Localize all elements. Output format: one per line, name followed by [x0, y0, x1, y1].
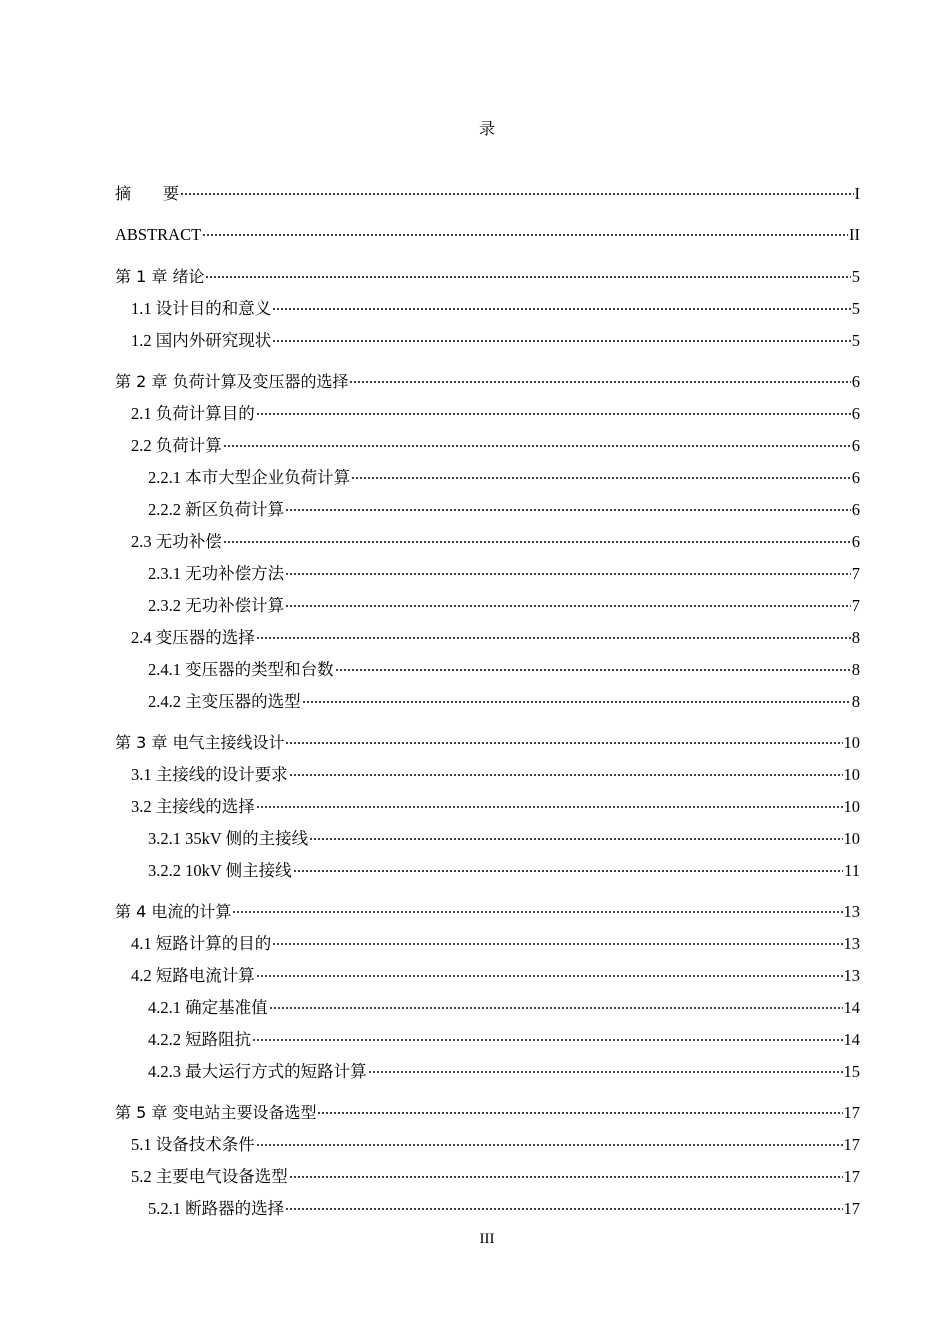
toc-entry-title: 2.4 变压器的选择 — [131, 628, 255, 647]
toc-entry-title: 1.2 国内外研究现状 — [131, 331, 272, 350]
toc-entry-page: 17 — [843, 1167, 860, 1186]
toc-entry-subsection-2-2-1[interactable] — [115, 466, 860, 490]
toc-entry-title: 5.2.1 断路器的选择 — [148, 1199, 285, 1218]
dot-leader — [256, 413, 851, 415]
toc-entry-section-1-2[interactable] — [115, 329, 860, 353]
dot-leader — [285, 605, 851, 607]
toc-entry-abstract-en[interactable] — [115, 223, 860, 247]
toc-entry-title: 2.3.2 无功补偿计算 — [148, 596, 285, 615]
toc-entry-page: 7 — [851, 596, 860, 615]
toc-entry-page: 6 — [851, 436, 860, 455]
toc-entry-subsection-4-2-1[interactable] — [115, 996, 860, 1020]
toc-entry-chapter-2[interactable] — [115, 370, 860, 394]
toc-entry-page: II — [849, 225, 860, 244]
toc-entry-page: 10 — [843, 733, 860, 752]
dot-leader — [256, 637, 851, 639]
toc-entry-title: 2.2.2 新区负荷计算 — [148, 500, 285, 519]
toc-entry-section-2-3[interactable] — [115, 530, 860, 554]
toc-entry-page: 5 — [851, 331, 860, 350]
toc-entry-title: 3.2.1 35kV 侧的主接线 — [148, 829, 309, 848]
dot-leader — [205, 276, 850, 278]
dot-leader — [351, 477, 851, 479]
toc-entry-subsection-2-2-2[interactable] — [115, 498, 860, 522]
toc-entry-page: 17 — [843, 1103, 860, 1122]
toc-entry-section-1-1[interactable] — [115, 297, 860, 321]
toc-entry-page: 13 — [843, 966, 860, 985]
toc-entry-title: 2.1 负荷计算目的 — [131, 404, 255, 423]
dot-leader — [272, 340, 851, 342]
toc-entry-section-2-4[interactable] — [115, 626, 860, 650]
toc-entry-subsection-2-3-1[interactable] — [115, 562, 860, 586]
toc-entry-title: 2.2.1 本市大型企业负荷计算 — [148, 468, 351, 487]
toc-entry-page: 6 — [851, 500, 860, 519]
dot-leader — [309, 838, 842, 840]
dot-leader — [285, 573, 851, 575]
toc-entry-title: 第 3 章 电气主接线设计 — [115, 733, 285, 752]
dot-leader — [180, 193, 853, 195]
dot-leader — [289, 1176, 843, 1178]
dot-leader — [252, 1039, 842, 1041]
toc-entry-title: 3.2 主接线的选择 — [131, 797, 255, 816]
toc-entry-chapter-1[interactable] — [115, 265, 860, 289]
dot-leader — [256, 975, 843, 977]
toc-entry-page: 10 — [843, 797, 860, 816]
toc-entry-title: 4.2.1 确定基准值 — [148, 998, 268, 1017]
toc-entry-page: 11 — [844, 861, 860, 880]
dot-leader — [223, 445, 851, 447]
toc-entry-page: 15 — [843, 1062, 860, 1081]
toc-entry-section-4-2[interactable] — [115, 964, 860, 988]
toc-entry-page: 17 — [843, 1199, 860, 1218]
toc-entry-section-2-1[interactable] — [115, 402, 860, 426]
dot-leader — [289, 774, 843, 776]
toc-entry-subsection-3-2-1[interactable] — [115, 827, 860, 851]
toc-entry-chapter-5[interactable] — [115, 1101, 860, 1125]
toc-entry-title: 2.4.2 主变压器的选型 — [148, 692, 301, 711]
toc-entry-page: 6 — [851, 404, 860, 423]
toc-entry-page: 14 — [843, 998, 860, 1017]
toc-entry-title: 3.2.2 10kV 侧主接线 — [148, 861, 292, 880]
toc-entry-title: 2.2 负荷计算 — [131, 436, 222, 455]
toc-entry-title: 2.3 无功补偿 — [131, 532, 222, 551]
toc-entry-chapter-4[interactable] — [115, 900, 860, 924]
dot-leader — [368, 1071, 843, 1073]
dot-leader — [285, 1208, 842, 1210]
dot-leader — [293, 870, 843, 872]
toc-entry-abstract-cn[interactable] — [115, 182, 860, 206]
toc-entry-subsection-3-2-2[interactable] — [115, 859, 860, 883]
toc-entry-page: 10 — [843, 765, 860, 784]
toc-entry-page: 5 — [851, 299, 860, 318]
toc-entry-title: 4.2 短路电流计算 — [131, 966, 255, 985]
toc-entry-chapter-3[interactable] — [115, 731, 860, 755]
toc-entry-title: 4.2.2 短路阻抗 — [148, 1030, 252, 1049]
toc-entry-page: 7 — [851, 564, 860, 583]
dot-leader — [269, 1007, 843, 1009]
toc-entry-page: 17 — [843, 1135, 860, 1154]
toc-entry-page: 6 — [851, 468, 860, 487]
toc-entry-title: 摘 要 — [115, 184, 180, 203]
dot-leader — [317, 1112, 842, 1114]
toc-entry-title: 2.3.1 无功补偿方法 — [148, 564, 285, 583]
toc-entry-page: 6 — [851, 372, 860, 391]
toc-entry-title: 4.1 短路计算的目的 — [131, 934, 272, 953]
toc-entry-page: 5 — [851, 267, 860, 286]
dot-leader — [335, 669, 851, 671]
toc-entry-title: 第 5 章 变电站主要设备选型 — [115, 1103, 317, 1122]
dot-leader — [285, 742, 842, 744]
toc-entry-subsection-2-4-2[interactable] — [115, 690, 860, 714]
table-of-contents — [115, 0, 860, 1344]
toc-entry-section-3-2[interactable] — [115, 795, 860, 819]
toc-entry-subsection-4-2-2[interactable] — [115, 1028, 860, 1052]
toc-entry-subsection-2-3-2[interactable] — [115, 594, 860, 618]
dot-leader — [272, 308, 851, 310]
toc-entry-subsection-2-4-1[interactable] — [115, 658, 860, 682]
toc-entry-section-5-1[interactable] — [115, 1133, 860, 1157]
toc-entry-section-2-2[interactable] — [115, 434, 860, 458]
toc-entry-page: 14 — [843, 1030, 860, 1049]
toc-entry-page: 10 — [843, 829, 860, 848]
toc-entry-section-4-1[interactable] — [115, 932, 860, 956]
toc-entry-title: 1.1 设计目的和意义 — [131, 299, 272, 318]
toc-entry-section-3-1[interactable] — [115, 763, 860, 787]
dot-leader — [349, 381, 850, 383]
dot-leader — [256, 1144, 843, 1146]
toc-entry-title: 5.1 设备技术条件 — [131, 1135, 255, 1154]
dot-leader — [232, 911, 842, 913]
toc-entry-title: 5.2 主要电气设备选型 — [131, 1167, 288, 1186]
dot-leader — [285, 509, 851, 511]
toc-entry-page: 8 — [851, 628, 860, 647]
toc-entry-title: 第 4 电流的计算 — [115, 902, 232, 921]
dot-leader — [256, 806, 843, 808]
dot-leader — [302, 701, 851, 703]
dot-leader — [223, 541, 851, 543]
toc-entry-section-5-2[interactable] — [115, 1165, 860, 1189]
toc-entry-page: 8 — [851, 660, 860, 679]
toc-entry-title: ABSTRACT — [115, 225, 202, 244]
toc-entry-page: I — [854, 184, 860, 203]
dot-leader — [202, 234, 848, 236]
toc-entry-subsection-5-2-1[interactable] — [115, 1197, 860, 1221]
toc-entry-title: 4.2.3 最大运行方式的短路计算 — [148, 1062, 367, 1081]
page-number: III — [479, 1231, 495, 1247]
toc-entry-title: 2.4.1 变压器的类型和台数 — [148, 660, 334, 679]
toc-entry-title: 第 2 章 负荷计算及变压器的选择 — [115, 372, 349, 391]
toc-entry-title: 第 1 章 绪论 — [115, 267, 205, 286]
toc-entry-subsection-4-2-3[interactable] — [115, 1060, 860, 1084]
toc-entry-page: 13 — [843, 934, 860, 953]
toc-entry-page: 13 — [843, 902, 860, 921]
dot-leader — [272, 943, 842, 945]
toc-entry-page: 6 — [851, 532, 860, 551]
page-title: 录 — [478, 121, 495, 138]
toc-entry-page: 8 — [851, 692, 860, 711]
toc-entry-title: 3.1 主接线的设计要求 — [131, 765, 288, 784]
